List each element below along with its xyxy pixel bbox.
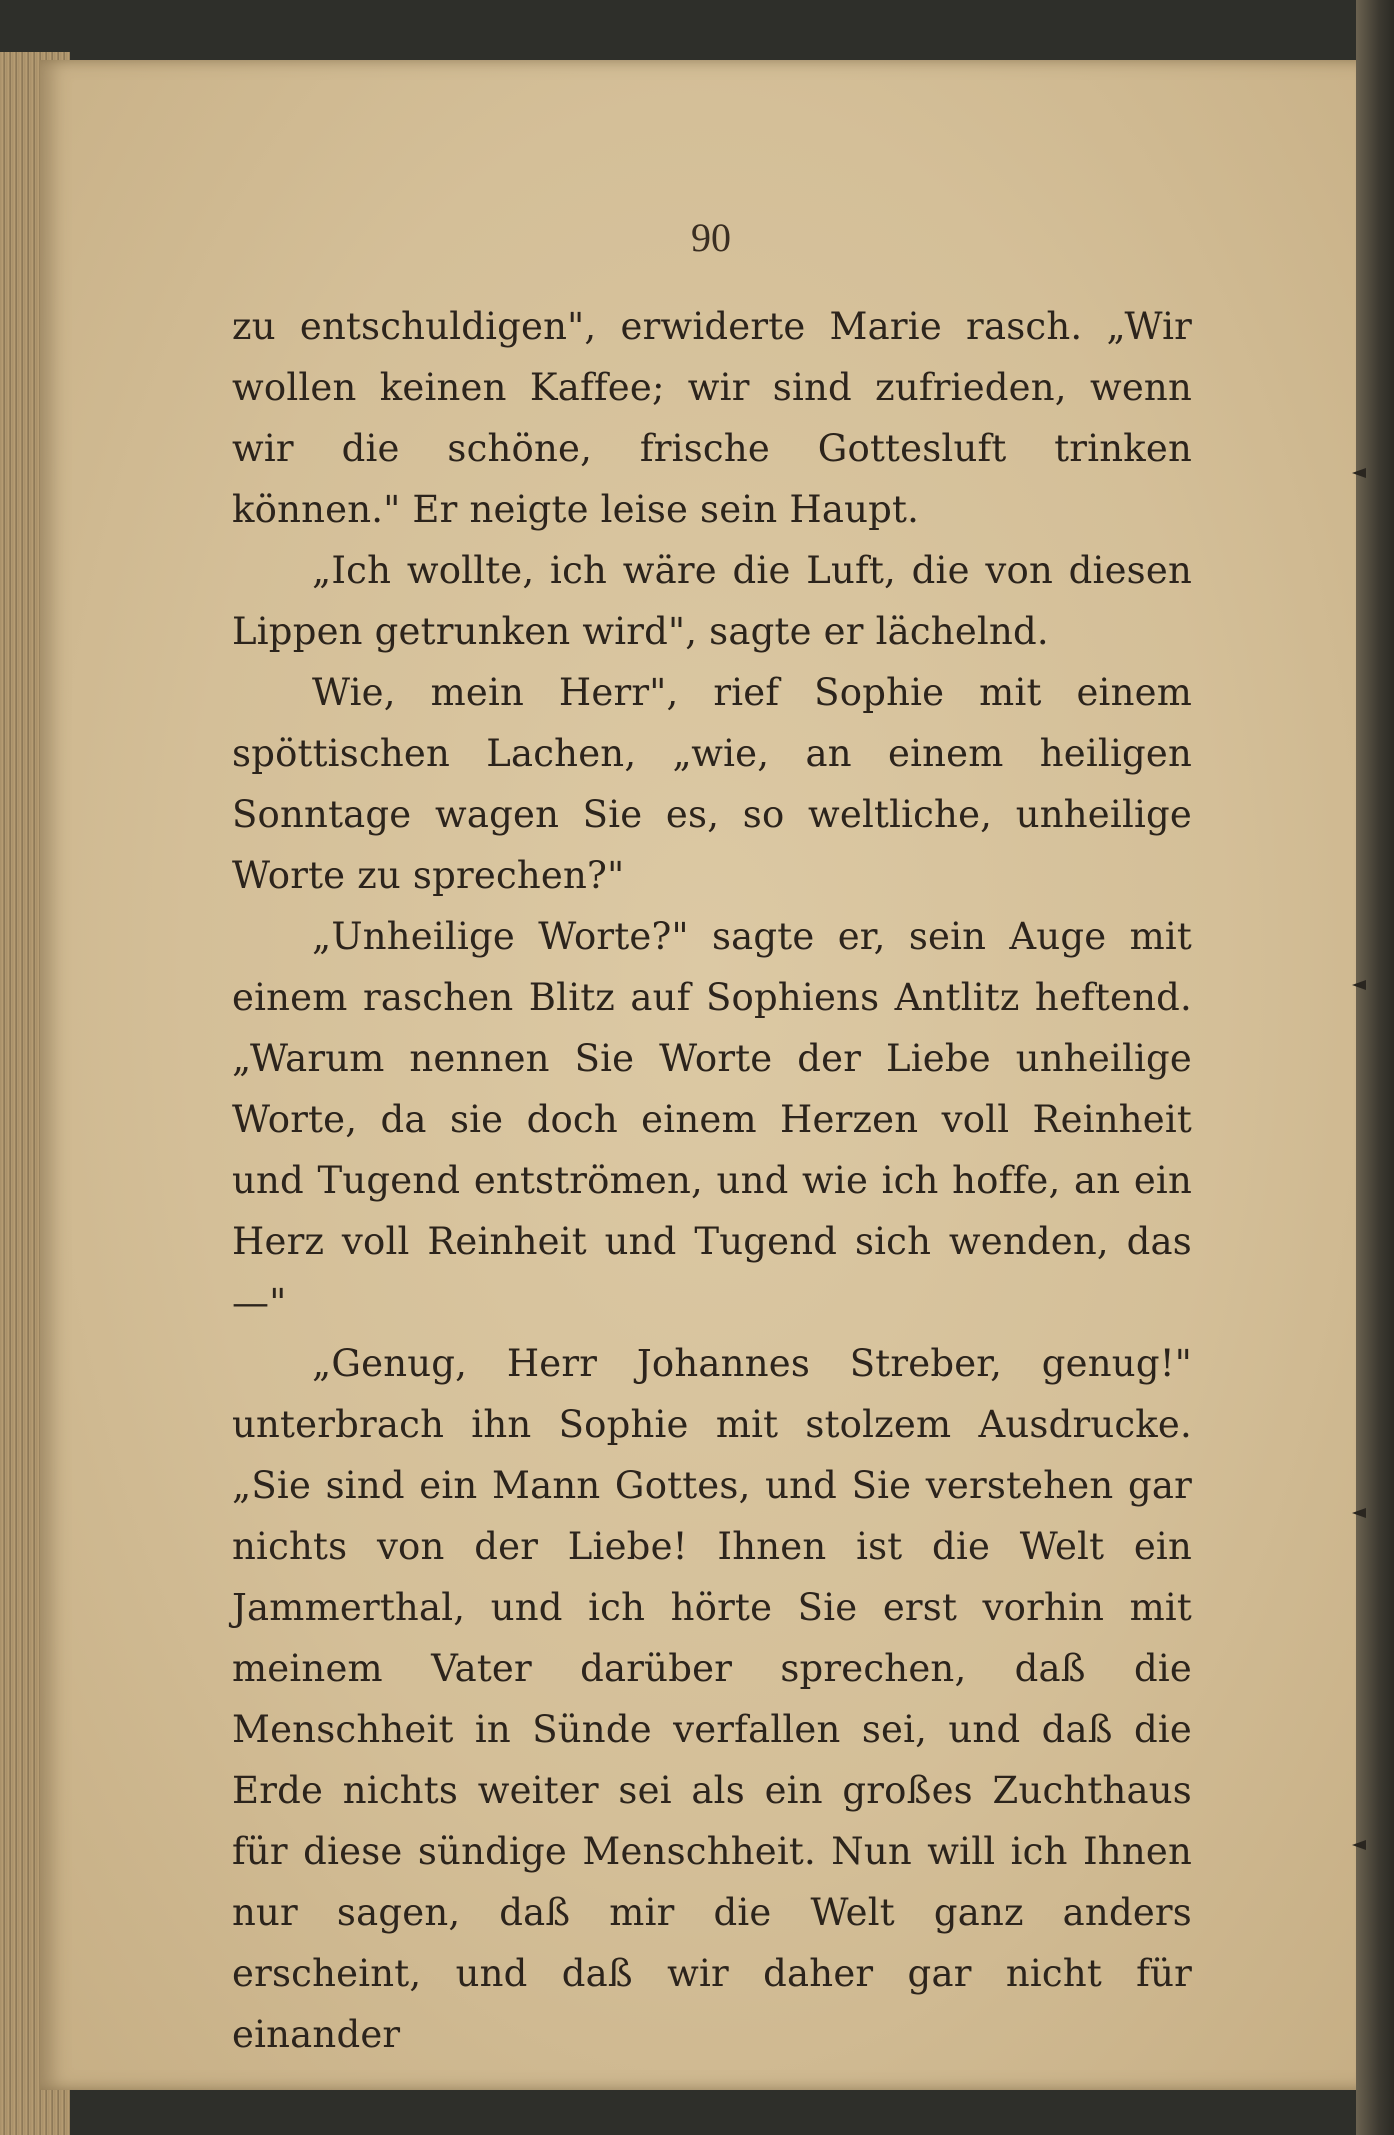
page-number: 90: [691, 215, 731, 260]
paragraph: Wie, mein Herr", rief Sophie mit einem spöttischen Lachen, „wie, an einem heiligen Sonntage wagen Sie es, so weltliche, unheilige Worte zu sprechen?": [232, 671, 1192, 897]
paragraph: „Unheilige Worte?" sagte er, sein Auge mit einem raschen Blitz auf Sophiens Antlitz heftend. „Warum nennen Sie Worte der Liebe unheilige Worte, da sie doch einem Herzen voll Reinheit und Tugend entströmen, und wie ich hoffe, an ein Herz voll Reinheit und Tugend sich wenden, das —": [232, 915, 1192, 1324]
paragraph: „Ich wollte, ich wäre die Luft, die von diesen Lippen getrunken wird", sagte er lächelnd.: [232, 549, 1192, 653]
book-spine: [1356, 0, 1394, 2135]
page-text: [232, 296, 1192, 2065]
paragraph: zu entschuldigen", erwiderte Marie rasch. „Wir wollen keinen Kaffee; wir sind zufrieden, wenn wir die schöne, frische Gottesluft trinken können." Er neigte leise sein Haupt.: [232, 305, 1192, 531]
paragraph: „Genug, Herr Johannes Streber, genug!" unterbrach ihn Sophie mit stolzem Ausdrucke. „Sie sind ein Mann Gottes, und Sie verstehen gar nichts von der Liebe! Ihnen ist die Welt ein Jammerthal, und ich hörte Sie erst vorhin mit meinem Vater darüber sprechen, daß die Menschheit in Sünde verfallen sei, und daß die Erde nichts weiter sei als ein großes Zuchthaus für diese sündige Menschheit. Nun will ich Ihnen nur sagen, daß mir die Welt ganz anders erscheint, und daß wir daher gar nicht für einander: [232, 1342, 1192, 2056]
